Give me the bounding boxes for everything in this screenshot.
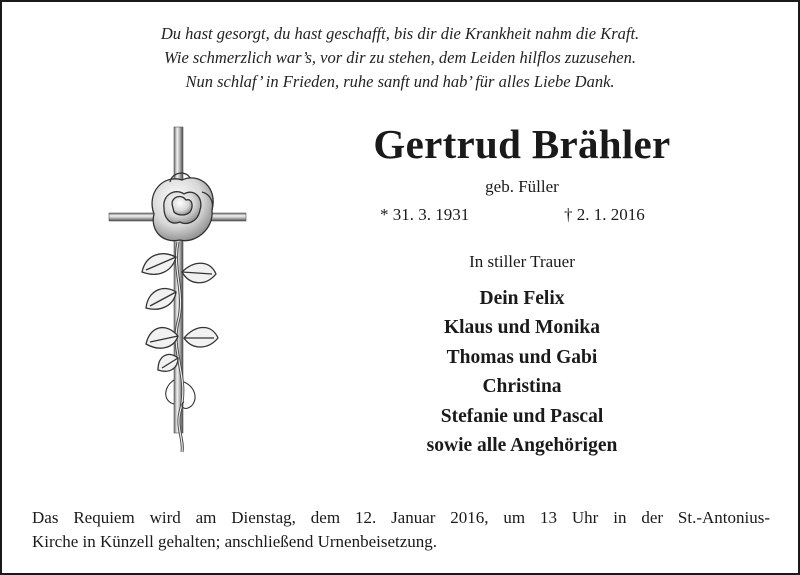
poem (2, 22, 798, 94)
poem-line: Wie schmerzlich war’s, vor dir zu stehen, dem Leiden hilflos zuzusehen. (164, 48, 636, 67)
cross-with-rose-icon (102, 122, 262, 462)
mourning-label: In stiller Trauer (469, 252, 575, 271)
mourner-item: Thomas und Gabi (446, 346, 598, 368)
life-dates (342, 205, 702, 229)
mourner-item: Christina (482, 376, 562, 398)
mourner-item: Klaus und Monika (443, 317, 601, 339)
deceased-name: Gertrud Brähler (373, 121, 671, 167)
poem-line: Du hast gesorgt, du hast geschafft, bis dir die Krankheit nahm die Kraft. (160, 24, 640, 43)
funeral-notice (32, 506, 770, 554)
mourner-item: sowie alle Angehörigen (426, 435, 618, 457)
funeral-notice-line: Das Requiem wird am Dienstag, dem 12. Januar 2016, um 13 Uhr in der St.-Antonius- (32, 508, 770, 527)
funeral-notice-line: Kirche in Künzell gehalten; anschließend Urnenbeisetzung. (32, 532, 438, 551)
death-date: † 2. 1. 2016 (564, 205, 645, 224)
mourner-item: Stefanie und Pascal (440, 405, 604, 427)
mourners-list (342, 284, 702, 460)
maiden-name: geb. Füller (485, 177, 559, 196)
poem-line: Nun schlaf’ in Frieden, ruhe sanft und hab’ für alles Liebe Dank. (185, 72, 615, 91)
deceased-block (342, 120, 702, 460)
birth-date: * 31. 3. 1931 (380, 205, 470, 224)
mourner-item: Dein Felix (479, 288, 565, 309)
